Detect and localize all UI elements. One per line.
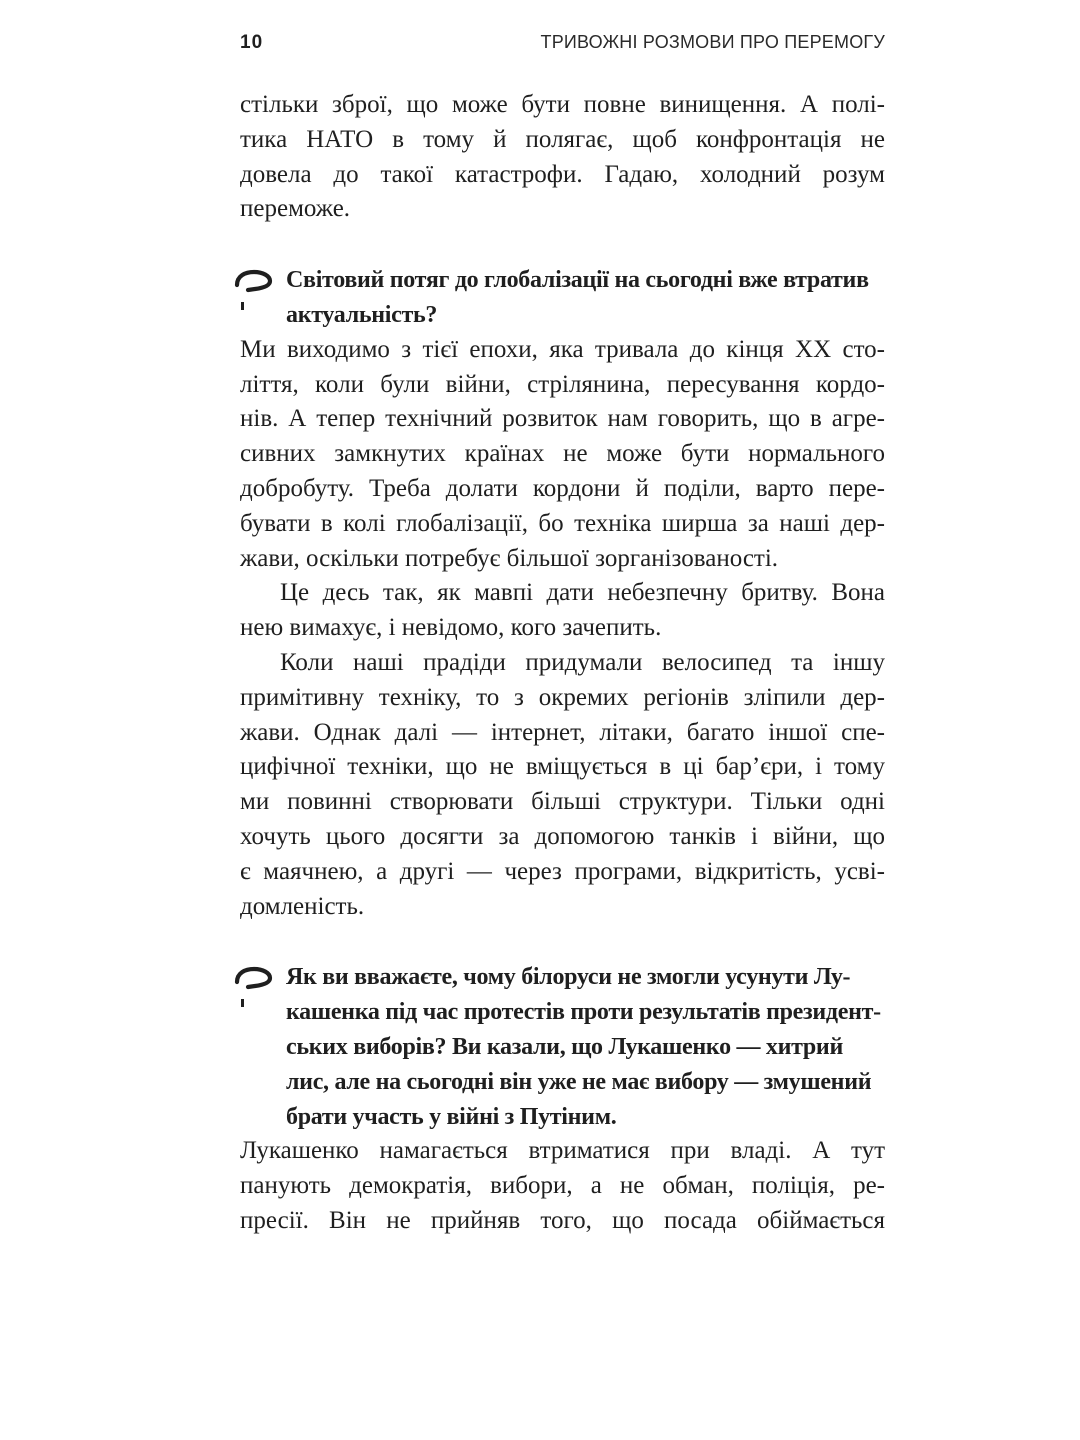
text-line: актуальність?	[286, 301, 438, 328]
text-line: нею вимахує, і невідомо, кого зачепить.	[240, 614, 662, 642]
question-1	[240, 263, 885, 333]
answer-1-paragraph-2	[240, 576, 885, 646]
text-line: добробуту. Треба долати кордони й поділи, варто пере-	[240, 474, 885, 502]
section-gap	[240, 227, 885, 263]
text-line: нів. А тепер технічний розвиток нам говорить, що в агре-	[240, 405, 885, 433]
text-line: ми повинні створювати більші структури. Тільки одні	[240, 788, 885, 816]
running-head	[240, 32, 885, 62]
text-line: ліття, коли були війни, стрілянина, пересування кордо-	[240, 370, 885, 398]
page-content	[240, 88, 885, 1239]
text-line: домленість.	[240, 892, 365, 920]
text-line: Як ви вважаєте, чому білоруси не змогли усунути Лу-	[286, 964, 851, 991]
answer-2-paragraph-1	[240, 1134, 885, 1238]
question-2	[240, 960, 885, 1134]
text-line: Коли наші прадіди придумали велосипед та іншу	[280, 648, 885, 676]
text-line: Це десь так, як мавпі дати небезпечну бритву. Вона	[280, 579, 885, 607]
text-line: стільки зброї, що може бути повне винищення. А полі-	[240, 91, 885, 118]
text-line: хочуть цього досягти за допомогою танків і війни, що	[240, 822, 885, 850]
page-number: 10	[240, 32, 264, 53]
book-title: ТРИВОЖНІ РОЗМОВИ ПРО ПЕРЕМОГУ	[540, 32, 885, 52]
text-line: Лукашенко намагається втриматися при владі. А тут	[240, 1137, 885, 1165]
text-line: Світовий потяг до глобалізації на сьогодні вже втратив	[286, 267, 869, 294]
text-line: тика НАТО в тому й полягає, щоб конфронтація не	[240, 125, 885, 153]
text-line: сивних замкнутих країнах не може бути нормального	[240, 440, 885, 468]
text-line: Ми виходимо з тієї епохи, яка тривала до кінця ХХ сто-	[240, 335, 885, 363]
answer-1-paragraph-1	[240, 333, 885, 577]
text-line: ських виборів? Ви казали, що Лукашенко — хитрий	[286, 1033, 843, 1060]
text-line: панують демократія, вибори, а не обман, поліція, ре-	[240, 1172, 885, 1200]
text-line: брати участь у війні з Путіним.	[286, 1103, 617, 1130]
text-line: кашенка під час протестів проти результатів президент-	[286, 999, 881, 1026]
question-mark-icon	[234, 960, 274, 1008]
text-line: цифічної техніки, що не вміщується в ці бар’єри, і тому	[240, 753, 885, 781]
book-page	[240, 0, 885, 1440]
section-gap	[240, 924, 885, 960]
answer-1-paragraph-3	[240, 646, 885, 924]
question-mark-icon	[234, 263, 274, 311]
text-line: бувати в колі глобалізації, бо техніка ширша за наші дер-	[240, 509, 885, 537]
text-line: довела до такої катастрофи. Гадаю, холодний розум	[240, 160, 885, 188]
text-line: є маячнею, а другі — через програми, відкритість, усві-	[240, 857, 885, 885]
text-line: переможе.	[240, 195, 351, 223]
text-line: примітивну техніку, то з окремих регіонів зліпили дер-	[240, 683, 885, 711]
text-line: жави. Однак далі — інтернет, літаки, багато іншої спе-	[240, 718, 885, 746]
text-line: лис, але на сьогодні він уже не має вибору — змушений	[286, 1068, 872, 1095]
text-line: жави, оскільки потребує більшої зорганізованості.	[240, 544, 779, 572]
intro-paragraph	[240, 88, 885, 227]
text-line: пресії. Він не прийняв того, що посада обіймається	[240, 1206, 885, 1234]
